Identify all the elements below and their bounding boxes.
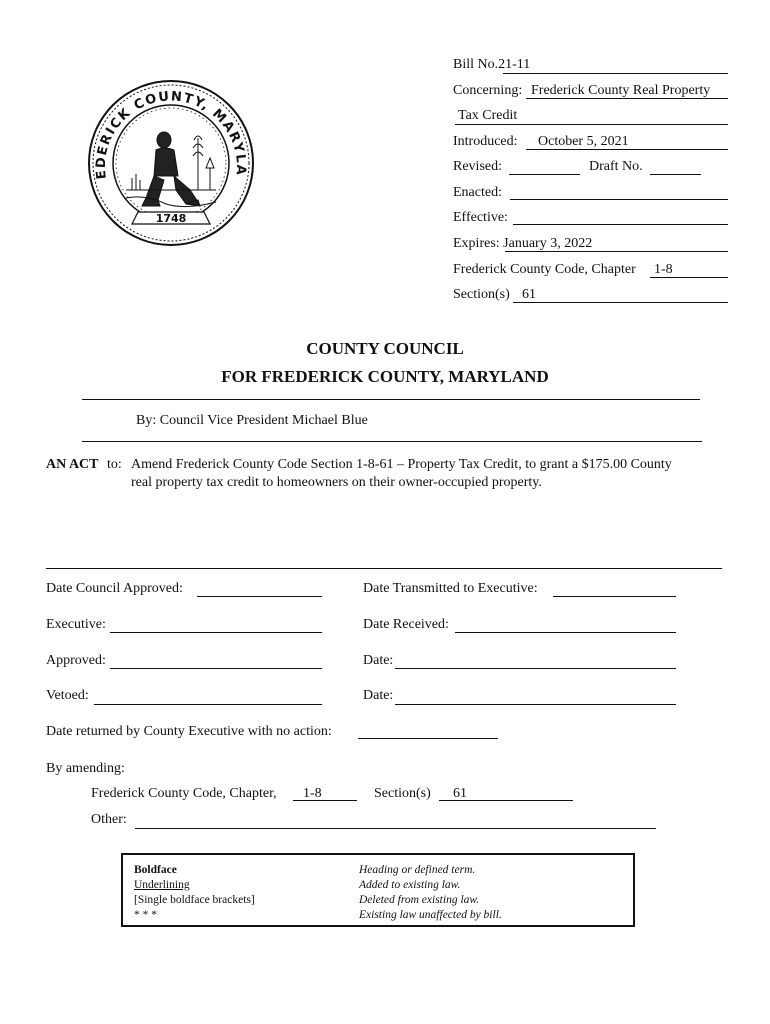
legend-term-asterisks: * * *: [134, 909, 157, 921]
date-council-approved-label: Date Council Approved:: [46, 581, 183, 596]
amending-label: By amending:: [46, 761, 125, 776]
legend-term-brackets: [Single boldface brackets]: [134, 894, 255, 906]
approved-date-field[interactable]: [395, 668, 676, 669]
date-received-label: Date Received:: [363, 617, 449, 632]
by-divider: [82, 441, 702, 442]
date-transmitted-field[interactable]: [553, 596, 676, 597]
amending-code-underline: [293, 800, 357, 801]
seal-year: 1748: [155, 212, 187, 225]
by-line: By: Council Vice President Michael Blue: [136, 413, 368, 428]
returned-field[interactable]: [358, 738, 498, 739]
expires-underline: [505, 251, 728, 252]
date-received-field[interactable]: [455, 632, 676, 633]
legend-meaning-underlining: Added to existing law.: [359, 879, 461, 891]
concerning-underline-2: [455, 124, 728, 125]
returned-label: Date returned by County Executive with no action:: [46, 724, 332, 739]
amending-code-value[interactable]: 1-8: [303, 786, 322, 801]
effective-label: Effective:: [453, 210, 508, 225]
legend-term-boldface: Boldface: [134, 864, 177, 876]
bill-number: Bill No.21-11: [453, 57, 531, 72]
executive-label: Executive:: [46, 617, 106, 632]
vetoed-label: Vetoed:: [46, 688, 89, 703]
legend-meaning-brackets: Deleted from existing law.: [359, 894, 480, 906]
revised-field[interactable]: [509, 174, 580, 175]
date-council-approved-field[interactable]: [197, 596, 322, 597]
legend-term-underlining: Underlining: [134, 879, 190, 891]
code-chapter-label: Frederick County Code, Chapter: [453, 262, 636, 277]
concerning-underline: [526, 98, 728, 99]
title-line-2: FOR FREDERICK COUNTY, MARYLAND: [221, 367, 549, 386]
act-to: to:: [107, 457, 122, 472]
vetoed-date-field[interactable]: [395, 704, 676, 705]
enacted-label: Enacted:: [453, 185, 502, 200]
code-chapter-underline: [650, 277, 728, 278]
section-label: Section(s): [453, 287, 510, 302]
approved-date-label: Date:: [363, 653, 394, 668]
vetoed-field[interactable]: [94, 704, 322, 705]
legend-box: [121, 853, 635, 927]
section-underline: [513, 302, 728, 303]
act-label: AN ACT: [46, 457, 99, 472]
bill-number-underline: [503, 73, 728, 74]
other-label: Other:: [91, 812, 127, 827]
concerning-value-2[interactable]: Tax Credit: [458, 108, 518, 123]
legend-meaning-boldface: Heading or defined term.: [359, 864, 476, 876]
seal-text: EDERICK COUNTY, MARYLA: [93, 89, 249, 180]
concerning-value[interactable]: Frederick County Real Property: [531, 83, 711, 98]
act-text-line-2: real property tax credit to homeowners on their owner-occupied property.: [131, 475, 542, 490]
legend-meaning-asterisks: Existing law unaffected by bill.: [359, 909, 502, 921]
other-field[interactable]: [135, 828, 656, 829]
concerning-label: Concerning:: [453, 83, 523, 98]
draft-label: Draft No.: [589, 159, 643, 174]
approved-label: Approved:: [46, 653, 106, 668]
draft-field[interactable]: [650, 174, 701, 175]
section-divider: [46, 568, 722, 569]
enacted-field[interactable]: [510, 199, 728, 200]
act-text-line-1: Amend Frederick County Code Section 1-8-61 – Property Tax Credit, to grant a $175.00 County: [131, 457, 672, 472]
title-divider: [82, 399, 700, 400]
title-line-1: COUNTY COUNCIL: [306, 339, 464, 358]
section-value[interactable]: 61: [522, 287, 536, 302]
executive-field[interactable]: [110, 632, 322, 633]
amending-section-label: Section(s): [374, 786, 431, 801]
code-chapter-value[interactable]: 1-8: [654, 262, 673, 277]
introduced-underline: [526, 149, 728, 150]
expires[interactable]: Expires: January 3, 2022: [453, 236, 593, 251]
amending-section-value[interactable]: 61: [453, 786, 467, 801]
revised-label: Revised:: [453, 159, 502, 174]
introduced-label: Introduced:: [453, 134, 518, 149]
approved-field[interactable]: [110, 668, 322, 669]
effective-field[interactable]: [513, 224, 728, 225]
introduced-value[interactable]: October 5, 2021: [538, 134, 629, 149]
amending-code-label: Frederick County Code, Chapter,: [91, 786, 277, 801]
amending-section-underline: [439, 800, 573, 801]
vetoed-date-label: Date:: [363, 688, 394, 703]
date-transmitted-label: Date Transmitted to Executive:: [363, 581, 538, 596]
county-seal: [86, 78, 256, 248]
